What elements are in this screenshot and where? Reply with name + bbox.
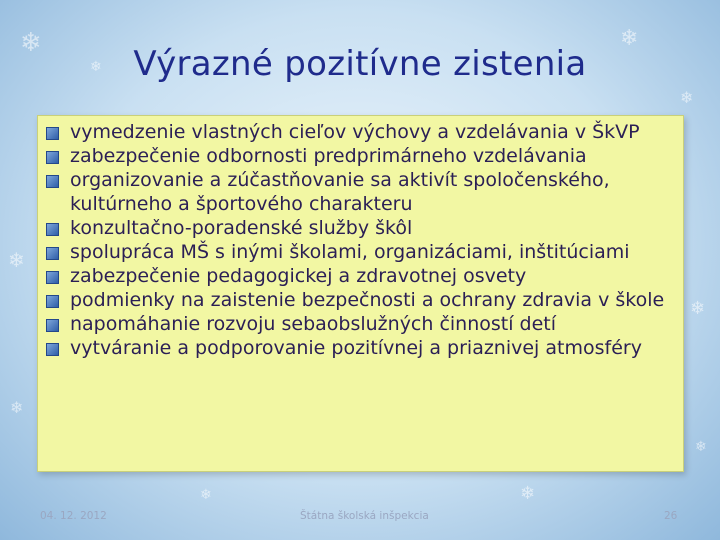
list-item [38,288,683,312]
square-bullet-icon [46,343,59,356]
list-item [38,336,683,360]
list-item-text: organizovanie a zúčastňovanie sa aktivít spoločenského, kultúrneho a športového charakteru [70,169,610,215]
list-item [38,144,683,168]
list-item [38,312,683,336]
footer-organization: Štátna školská inšpekcia [300,510,429,522]
slide-title: Výrazné pozitívne zistenia [133,44,587,84]
snowflake-icon: ❄ [690,298,706,319]
snowflake-icon: ❄ [680,88,694,107]
square-bullet-icon [46,247,59,260]
snowflake-icon: ❄ [520,483,536,504]
list-item [38,168,683,216]
square-bullet-icon [46,271,59,284]
list-item-text: podmienky na zaistenie bezpečnosti a ochrany zdravia v škole [70,289,665,311]
snowflake-icon: ❄ [200,487,212,503]
square-bullet-icon [46,175,59,188]
square-bullet-icon [46,223,59,236]
list-item-text: vytváranie a podporovanie pozitívnej a priaznivej atmosféry [70,337,642,359]
snowflake-icon: ❄ [695,439,707,455]
list-item [38,216,683,240]
list-item-text: vymedzenie vlastných cieľov výchovy a vzdelávania v ŠkVP [70,121,640,143]
snowflake-icon: ❄ [20,28,42,58]
list-item [38,240,683,264]
list-item-text: zabezpečenie pedagogickej a zdravotnej osvety [70,265,527,287]
square-bullet-icon [46,151,59,164]
list-item-text: konzultačno-poradenské služby škôl [70,217,413,239]
square-bullet-icon [46,319,59,332]
list-item-text: spolupráca MŠ s inými školami, organizáciami, inštitúciami [70,241,630,263]
list-item-text: napomáhanie rozvoju sebaobslužných činností detí [70,313,557,335]
list-item-text: zabezpečenie odbornosti predprimárneho vzdelávania [70,145,587,167]
bullet-list [38,120,683,360]
snowflake-icon: ❄ [90,59,102,75]
square-bullet-icon [46,127,59,140]
footer-date: 04. 12. 2012 [40,510,107,522]
footer-page-number: 26 [664,510,678,522]
content-box [37,115,684,472]
list-item [38,264,683,288]
snowflake-icon: ❄ [10,398,24,417]
list-item [38,120,683,144]
square-bullet-icon [46,295,59,308]
snowflake-icon: ❄ [8,248,25,272]
snowflake-icon: ❄ [620,26,639,51]
